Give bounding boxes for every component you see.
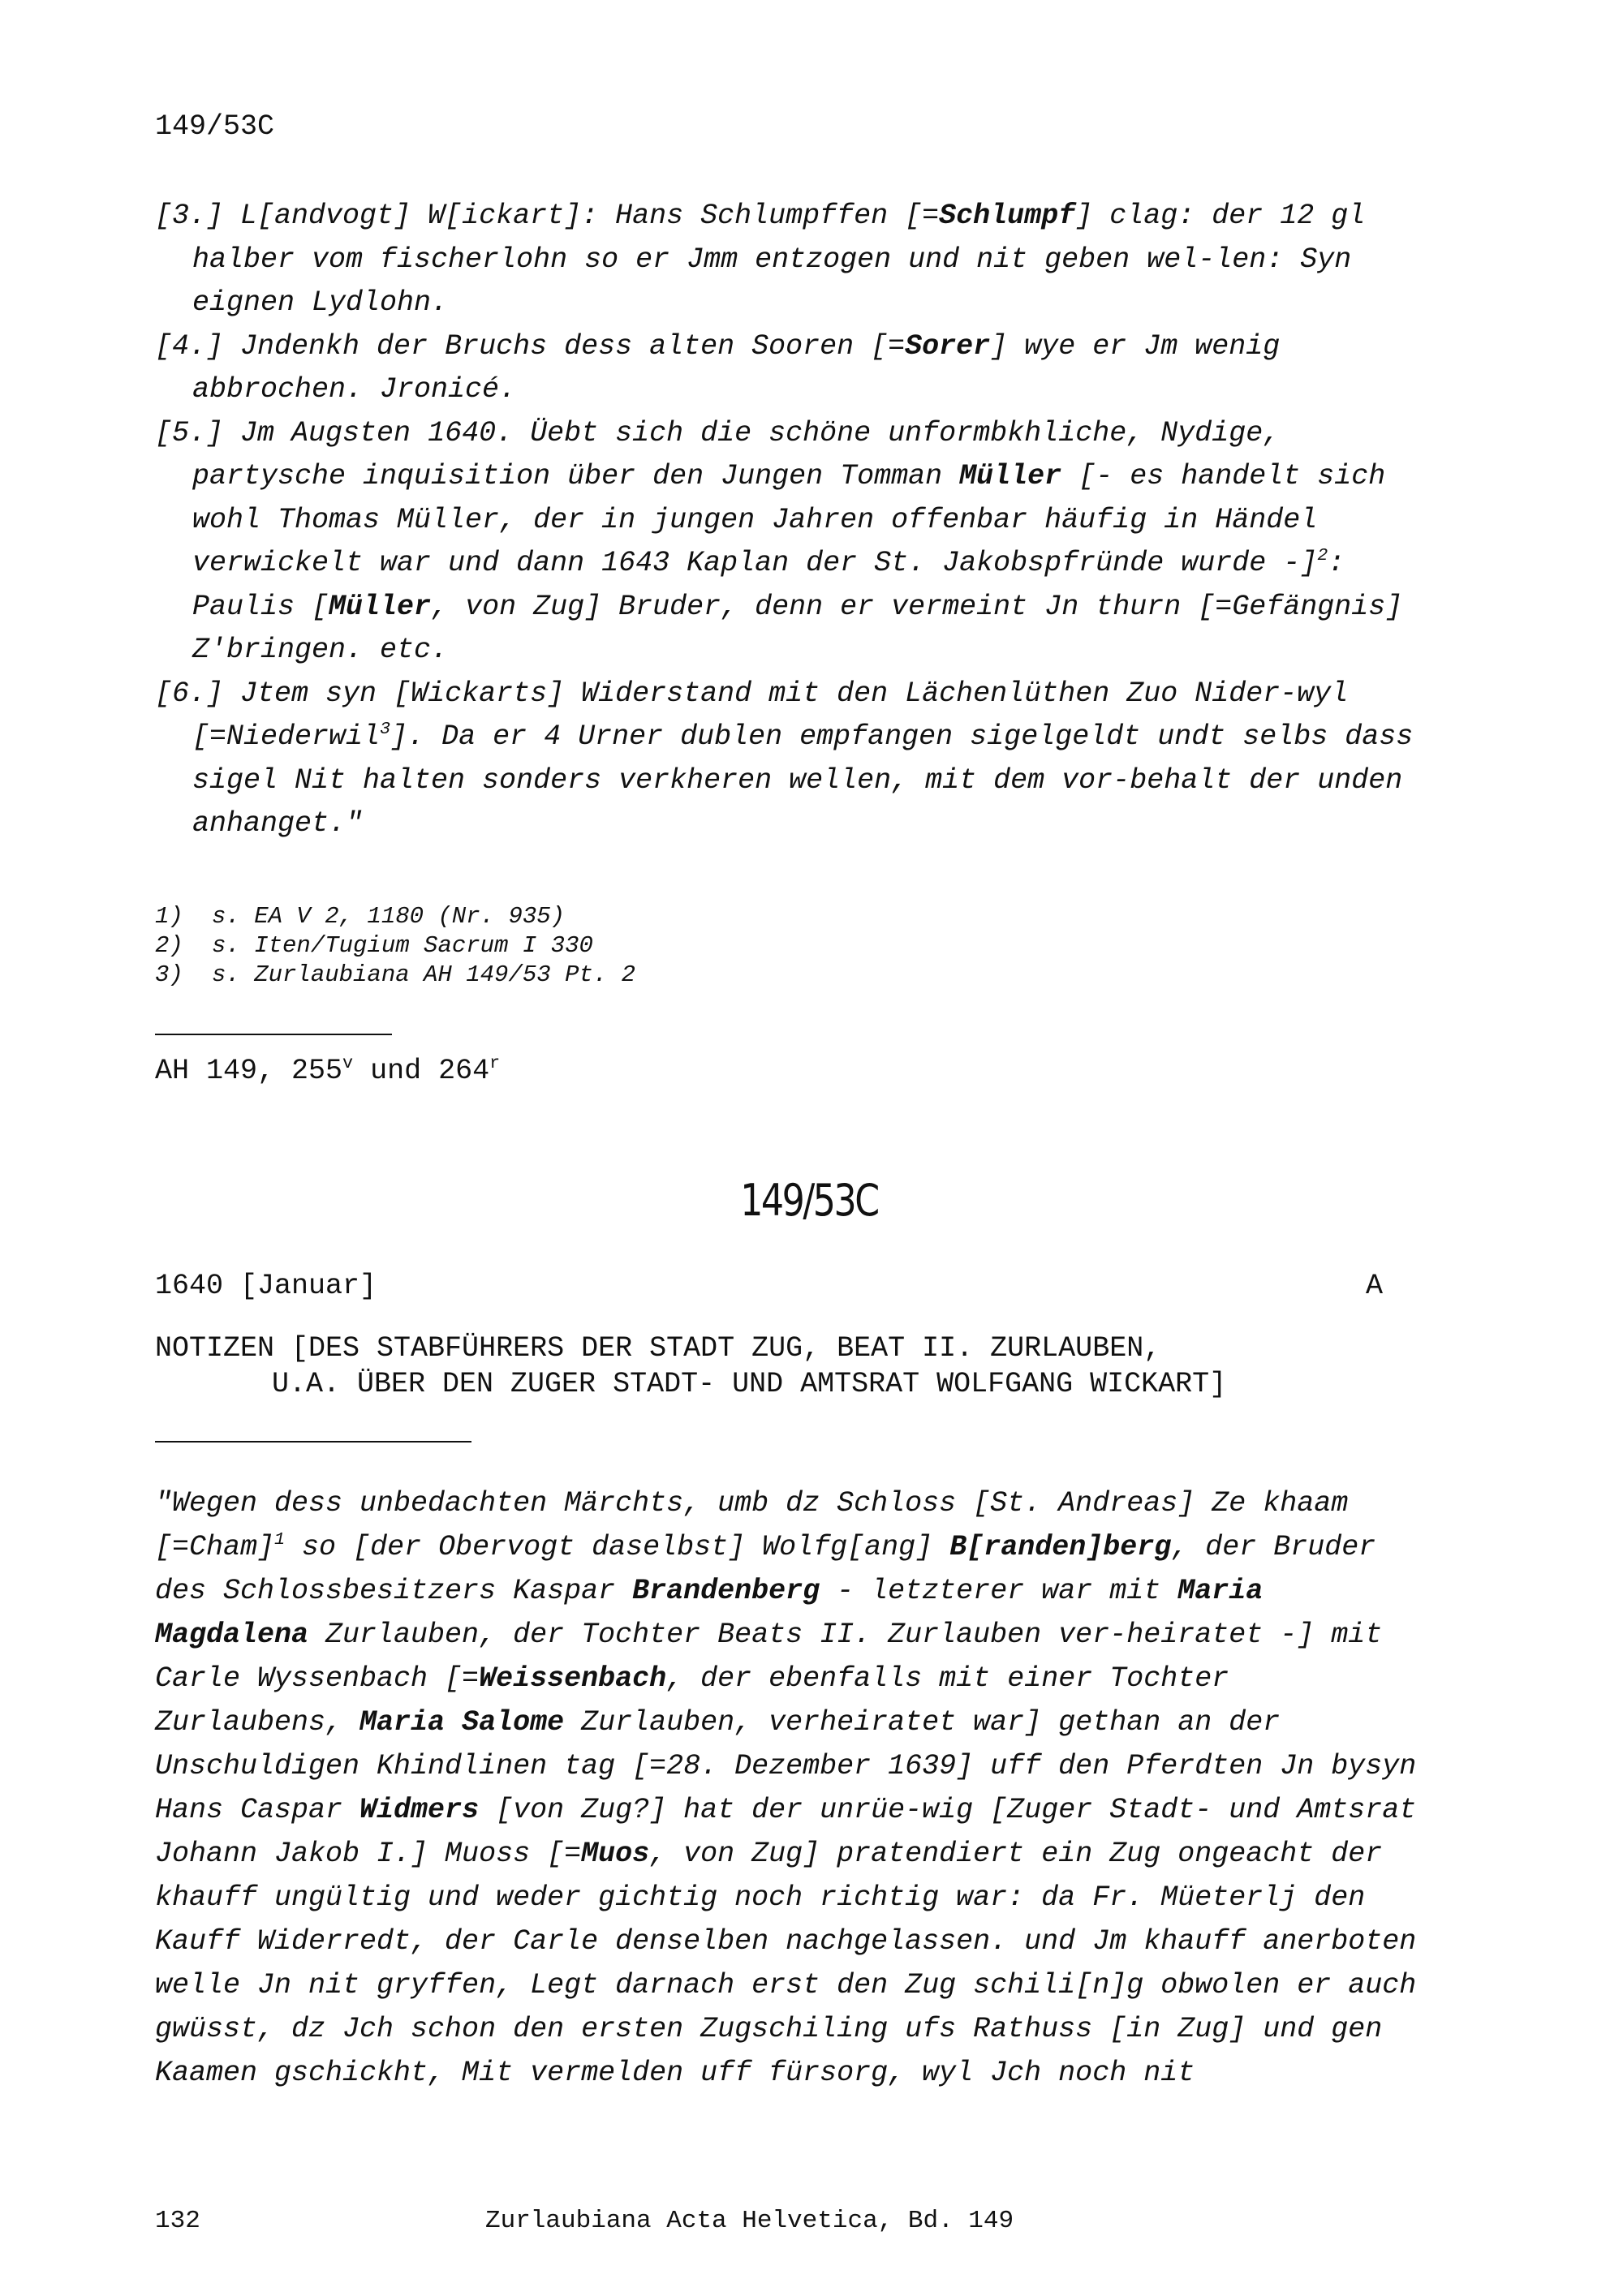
source-reference <box>155 1052 501 1087</box>
body-text-run: - letzterer war mit <box>820 1575 1178 1607</box>
name-bold: Widmers <box>359 1794 480 1826</box>
footnote-number: 2) <box>155 932 183 959</box>
entry-text: , von Zug] Bruder, denn er vermeint Jn thurn [=Gefängnis] Z'bringen. etc. <box>192 590 1403 666</box>
entry-text: Jm Augsten 1640. Üebt sich die schöne unformbkhliche, Nydige, partysche inquisition über den Jungen Tomman <box>192 416 1281 492</box>
body-text-run: Zurlauben, der Tochter Beats II. Zurlauben ver-heiratet -] mit Carle Wyssenbach [= <box>155 1619 1383 1695</box>
name-bold: Muos <box>581 1838 650 1870</box>
name-bold: Brandenberg <box>632 1575 820 1607</box>
footnote-3 <box>155 961 635 990</box>
entry-text: ] clag: der 12 gl halber vom fischerlohn so er Jmm entzogen und nit geben wel-len: Syn eignen Lydlohn. <box>192 200 1366 319</box>
entry-number: [5.] <box>155 416 224 449</box>
entry-3 <box>155 195 1421 325</box>
page-header-ref: 149/53C <box>155 110 275 143</box>
entry-text: Jndenkh der Bruchs dess alten Sooren [= <box>240 329 906 363</box>
title-divider <box>155 1441 471 1443</box>
footnote-text: s. Iten/Tugium Sacrum I 330 <box>212 932 593 959</box>
footnote-ref: 3 <box>380 718 391 739</box>
entry-text: [- es handelt sich wohl Thomas Müller, der in jungen Jahren offenbar häufig in Händel verwickelt war und dann 1643 Kaplan der St. Jakobspfründe wurde -] <box>192 460 1386 579</box>
source-ref-sup-verso: v <box>342 1052 354 1073</box>
entry-number: [6.] <box>155 677 224 710</box>
entry-text: : Paulis [ <box>192 547 1345 623</box>
document-number: 149/53C <box>740 1175 878 1226</box>
entry-6 <box>155 673 1421 846</box>
body-text-run: , von Zug] pratendiert ein Zug ongeacht der khauff ungültig und weder gichtig noch richtig war: da Fr. Müeterlj den Kauff Widerredt, der Carle denselben nachgelassen. und Jm khauff anerboten welle Jn nit gryffen, Legt darnach erst den Zug schili[n]g obwolen er auch gwüsst, dz Jch schon den ersten Zugschiling ufs Rathuss [in Zug] und gen Kaamen gschickht, Mit vermelden uff fürsorg, wyl Jch noch nit <box>155 1838 1417 2089</box>
body-text-run: Zurlauben, verheiratet war] gethan an der Unschuldigen Khindlinen tag [=28. Dezember 1639] uff den Pferdten Jn bysyn Hans Caspar <box>155 1706 1417 1826</box>
source-ref-mid: und 264 <box>353 1055 490 1087</box>
footnote-text: s. Zurlaubiana AH 149/53 Pt. 2 <box>212 961 636 988</box>
page-number: 132 <box>155 2207 200 2235</box>
name-bold: Müller <box>329 590 432 623</box>
body-paragraph <box>155 1481 1429 2095</box>
footnote-number: 1) <box>155 903 183 930</box>
body-text <box>155 1481 1429 2095</box>
body-text-run: so [der Obervogt daselbst] Wolfg[ang] <box>285 1531 950 1563</box>
document-title-line-2: U.A. ÜBER DEN ZUGER STADT- UND AMTSRAT WOLFGANG WICKART] <box>272 1368 1227 1400</box>
source-ref-prefix: AH 149, 255 <box>155 1055 343 1087</box>
document-title <box>155 1331 1226 1402</box>
section-divider <box>155 1034 392 1035</box>
entries-block <box>155 195 1421 846</box>
footnote-number: 3) <box>155 961 183 988</box>
entry-4 <box>155 325 1421 412</box>
entry-text: L[andvogt] W[ickart]: Hans Schlumpffen [= <box>240 200 940 232</box>
entry-text: ]. Da er 4 Urner dublen empfangen sigelgeldt undt selbs dass sigel Nit halten sonders verkheren wellen, mit dem vor-behalt der unden anhanget." <box>192 720 1414 840</box>
footnote-ref: 2 <box>1317 544 1328 565</box>
document-title-line-1: NOTIZEN [DES STABFÜHRERS DER STADT ZUG, BEAT II. ZURLAUBEN, <box>155 1332 1161 1365</box>
body-text-run: "Wegen dess unbedachten Märchts, umb dz Schloss [St. Andreas] Ze khaam [=Cham] <box>155 1487 1349 1563</box>
document-date: 1640 [Januar] <box>155 1270 377 1302</box>
footnote-1 <box>155 902 635 931</box>
entry-number: [3.] <box>155 200 224 232</box>
name-bold: Maria Magdalena <box>155 1575 1264 1651</box>
name-bold: Schlumpf <box>939 200 1076 232</box>
footnote-ref: 1 <box>274 1529 286 1550</box>
entry-5 <box>155 412 1421 673</box>
entry-number: [4.] <box>155 329 224 363</box>
name-bold: Müller <box>959 460 1062 492</box>
name-bold: Maria Salome <box>359 1706 565 1739</box>
entry-text: Jtem syn [Wickarts] Widerstand mit den Lächenlüthen Zuo Nider-wyl [=Niederwil <box>192 677 1349 753</box>
entry-text: ] wye er Jm wenig abbrochen. Jronicé. <box>192 329 1281 406</box>
footnote-2 <box>155 931 635 961</box>
body-text-run: , der ebenfalls mit einer Tochter Zurlaubens, <box>155 1662 1229 1739</box>
publication-title: Zurlaubiana Acta Helvetica, Bd. 149 <box>485 2207 1014 2235</box>
document-letter: A <box>1366 1270 1384 1302</box>
name-bold: Sorer <box>905 329 991 363</box>
body-text-run: [von Zug?] hat der unrüe-wig [Zuger Stadt- und Amtsrat Johann Jakob I.] Muoss [= <box>155 1794 1417 1870</box>
footnote-text: s. EA V 2, 1180 (Nr. 935) <box>212 903 566 930</box>
name-bold: Weissenbach <box>479 1662 667 1695</box>
source-ref-sup-recto: r <box>489 1052 501 1073</box>
body-text-run: , der Bruder des Schlossbesitzers Kaspar <box>155 1531 1376 1607</box>
footnotes <box>155 902 635 990</box>
name-bold: B[randen]berg <box>949 1531 1172 1563</box>
